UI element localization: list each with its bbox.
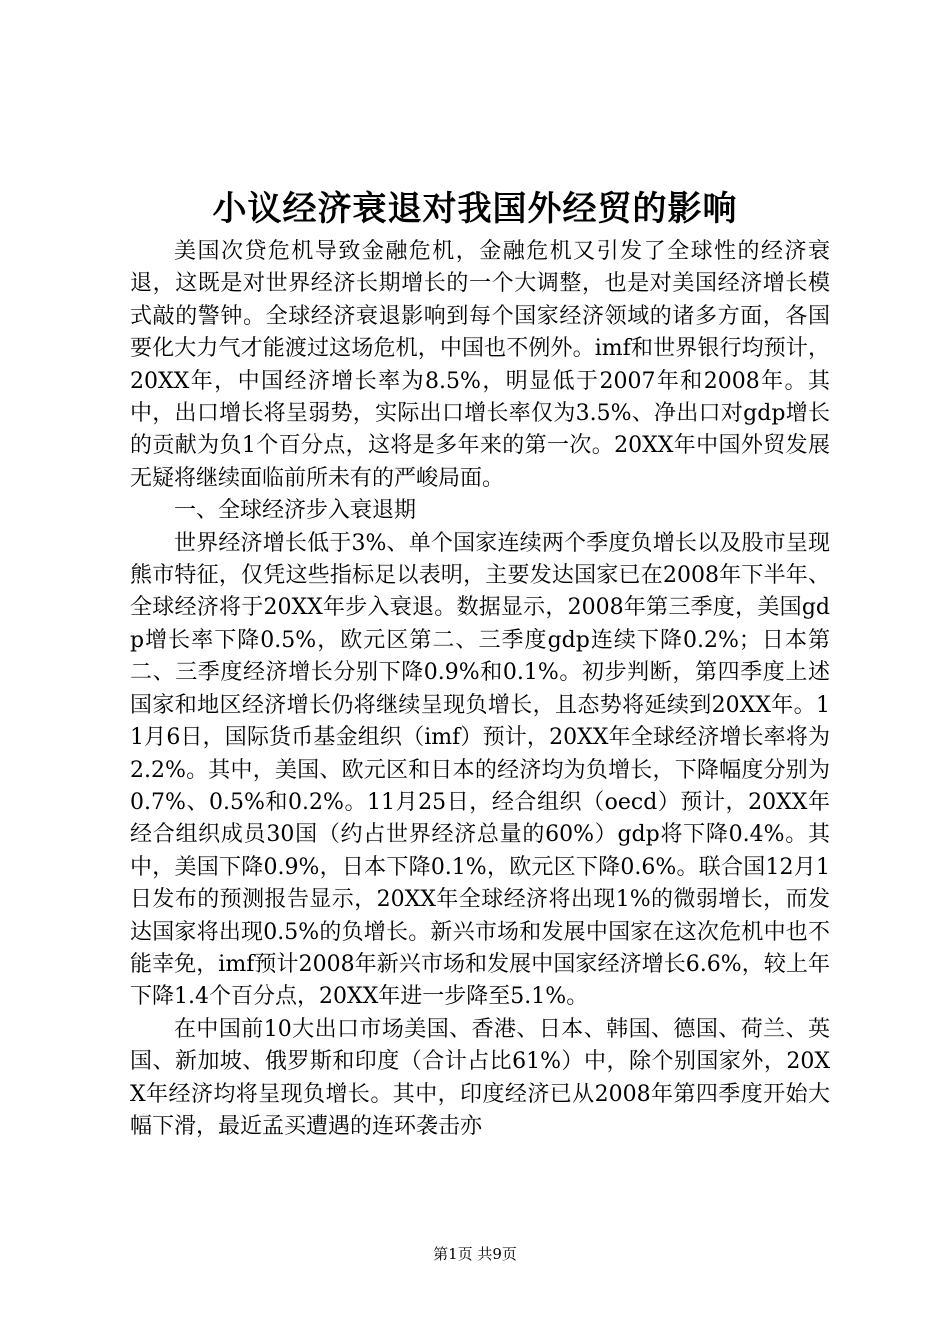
paragraph-global-recession: 世界经济增长低于3%、单个国家连续两个季度负增长以及股市呈现熊市特征，仅凭这些指标足以表明，主要发达国家已在2008年下半年、全球经济将于20XX年步入衰退。数据显示，2008年第三季度，美国gdp增长率下降0.5%，欧元区第二、三季度gdp连续下降0.2%；日本第二、三季度经济增长分别下降0.9%和0.1%。初步判断，第四季度上述国家和地区经济增长仍将继续呈现负增长，且态势将延续到20XX年。11月6日，国际货币基金组织（imf）预计，20XX年全球经济增长率将为2.2%。其中，美国、欧元区和日本的经济均为负增长，下降幅度分别为0.7%、0.5%和0.2%。11月25日，经合组织（oecd）预计，20XX年经合组织成员30国（约占世界经济总量的60%）gdp将下降0.4%。其中，美国下降0.9%，日本下降0.1%，欧元区下降0.6%。联合国12月1日发布的预测报告显示，20XX年全球经济将出现1%的微弱增长，而发达国家将出现0.5%的负增长。新兴市场和发展中国家在这次危机中也不能幸免，imf预计2008年新兴市场和发展中国家经济增长6.6%，较上年下降1.4个百分点，20XX年进一步降至5.1%。 — [130, 530, 830, 1010]
document-title: 小议经济衰退对我国外经贸的影响 — [212, 189, 738, 229]
paragraph-export-markets: 在中国前10大出口市场美国、香港、日本、韩国、德国、荷兰、英国、新加坡、俄罗斯和印度（合计占比61%）中，除个别国家外，20XX年经济均将呈现负增长。其中，印度经济已从2008年第四季度开始大幅下滑，最近孟买遭遇的连环袭击亦 — [130, 1016, 830, 1139]
section-heading-1: 一、全球经济步入衰退期 — [174, 498, 417, 524]
document-body — [130, 236, 830, 1143]
paragraph-intro: 美国次贷危机导致金融危机，金融危机又引发了全球性的经济衰退，这既是对世界经济长期增长的一个大调整，也是对美国经济增长模式敲的警钟。全球经济衰退影响到每个国家经济领域的诸多方面，各国要化大力气才能渡过这场危机，中国也不例外。imf和世界银行均预计，20XX年，中国经济增长率为8.5%，明显低于2007年和2008年。其中，出口增长将呈弱势，实际出口增长率仅为3.5%、净出口对gdp增长的贡献为负1个百分点，这将是多年来的第一次。20XX年中国外贸发展无疑将继续面临前所未有的严峻局面。 — [130, 239, 830, 491]
page-number: 第1页 共9页 — [433, 1245, 517, 1263]
